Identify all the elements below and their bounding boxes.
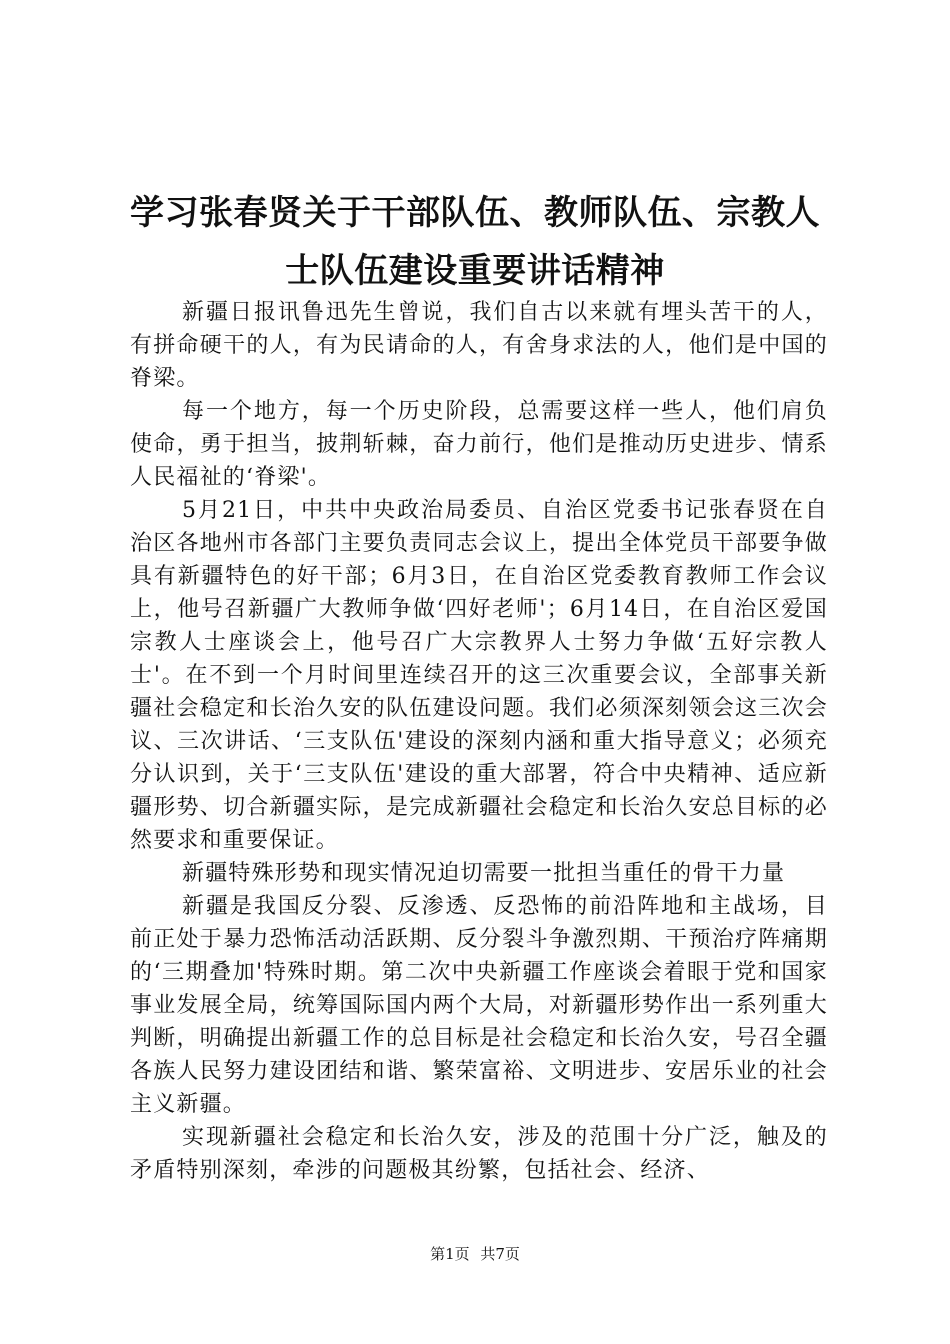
paragraph: 每一个地方，每一个历史阶段，总需要这样一些人，他们肩负使命，勇于担当，披荆斩棘，奋力前行，他们是推动历史进步、情系人民福祉的‘脊梁'。	[130, 399, 828, 490]
paragraph: 新疆是我国反分裂、反渗透、反恐怖的前沿阵地和主战场，目前正处于暴力恐怖活动活跃期、反分裂斗争激烈期、干预治疗阵痛期的‘三期叠加'特殊时期。第二次中央新疆工作座谈会着眼于党和国家事业发展全局，统筹国际国内两个大局，对新疆形势作出一系列重大判断，明确提出新疆工作的总目标是社会稳定和长治久安，号召全疆各族人民努力建设团结和谐、繁荣富裕、文明进步、安居乐业的社会主义新疆。	[130, 894, 828, 1117]
section-heading: 新疆特殊形势和现实情况迫切需要一批担当重任的骨干力量	[182, 861, 786, 886]
paragraph: 实现新疆社会稳定和长治久安，涉及的范围十分广泛，触及的矛盾特别深刻，牵涉的问题极其纷繁，包括社会、经济、	[130, 1125, 828, 1183]
paragraph: 新疆日报讯鲁迅先生曾说，我们自古以来就有埋头苦干的人，有拼命硬干的人，有为民请命的人，有舍身求法的人，他们是中国的脊梁。	[130, 300, 828, 391]
title-line-2: 士队伍建设重要讲话精神	[285, 251, 665, 291]
paragraph: 5月21日，中共中央政治局委员、自治区党委书记张春贤在自治区各地州市各部门主要负责同志会议上，提出全体党员干部要争做具有新疆特色的好干部；6月3日，在自治区党委教育教师工作会议上，他号召新疆广大教师争做‘四好老师'；6月14日，在自治区爱国宗教人士座谈会上，他号召广大宗教界人士努力争做‘五好宗教人士'。在不到一个月时间里连续召开的这三次重要会议，全部事关新疆社会稳定和长治久安的队伍建设问题。我们必须深刻领会这三次会议、三次讲话、‘三支队伍'建设的深刻内涵和重大指导意义；必须充分认识到，关于‘三支队伍'建设的重大部署，符合中央精神、适应新疆形势、切合新疆实际，是完成新疆社会稳定和长治久安总目标的必然要求和重要保证。	[130, 498, 828, 853]
document-title	[120, 184, 830, 300]
page-footer	[0, 1244, 950, 1264]
page-number: 第1页	[430, 1245, 470, 1263]
page-total: 共7页	[480, 1245, 520, 1263]
document-body	[130, 296, 828, 1187]
title-line-1: 学习张春贤关于干部队伍、教师队伍、宗教人	[130, 193, 820, 233]
